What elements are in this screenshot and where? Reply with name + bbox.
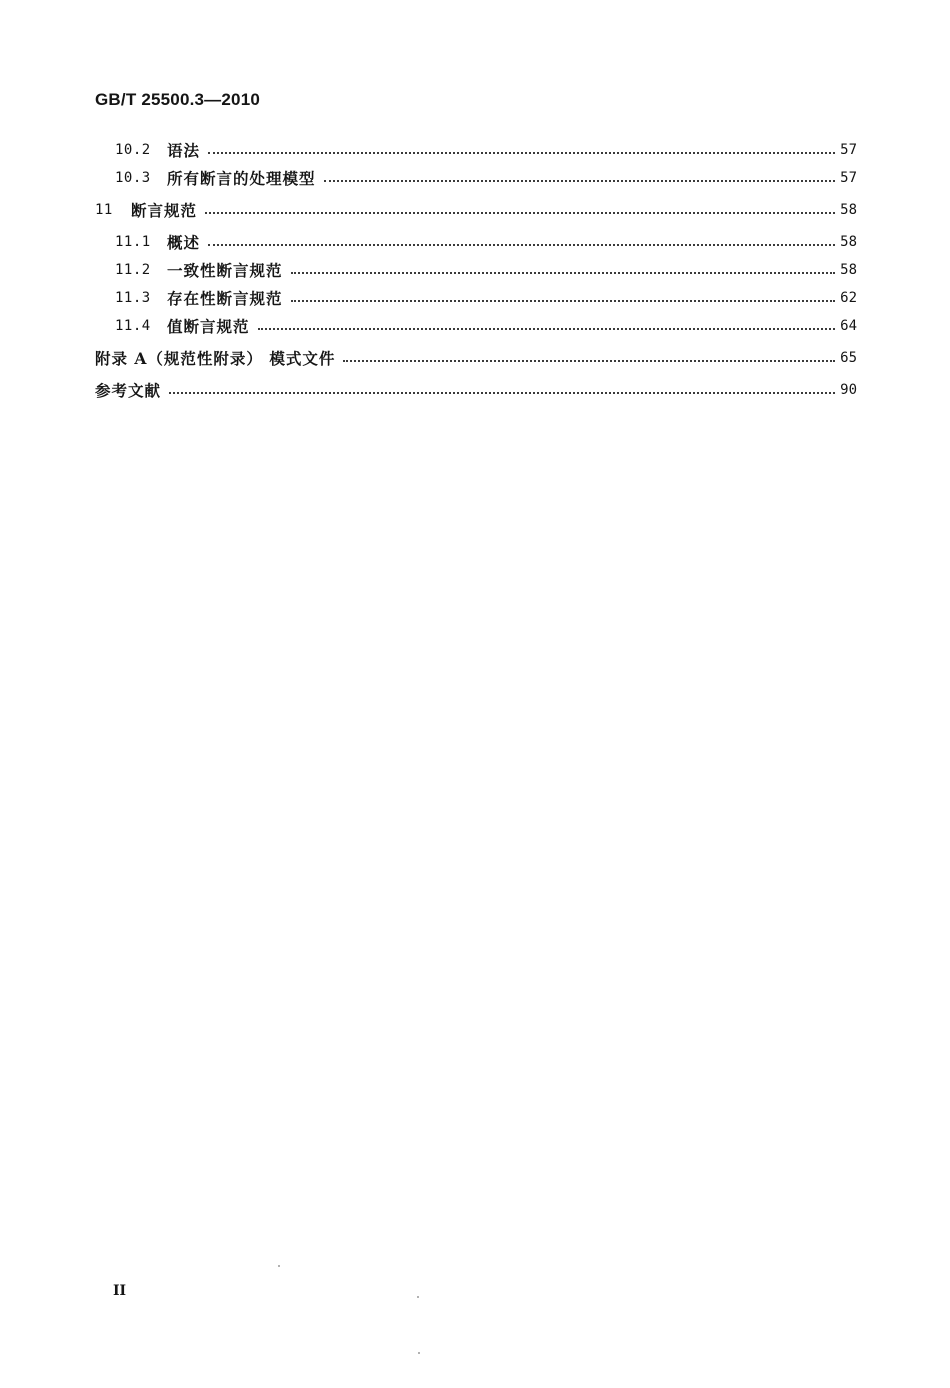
toc-entry-number: 11 <box>95 202 113 218</box>
dot-leader <box>205 202 835 214</box>
toc-entry-title: 参考文献 <box>95 381 162 400</box>
toc-entry-page: 65 <box>840 350 857 366</box>
scan-speck <box>278 1265 280 1267</box>
toc-entry-page: 57 <box>840 142 857 158</box>
toc-entry-10-3[interactable] <box>95 164 857 192</box>
toc-entry-number: 10.3 <box>115 170 151 186</box>
dot-leader <box>258 318 835 330</box>
toc-entry-11-2[interactable] <box>95 256 857 284</box>
toc-entry-title: 断言规范 <box>131 201 198 220</box>
standard-code-header: GB/T 25500.3—2010 <box>95 90 260 109</box>
toc-entry-11-4[interactable] <box>95 312 857 340</box>
dot-leader <box>208 142 835 154</box>
toc-entry-title: 一致性断言规范 <box>167 261 283 280</box>
toc-entry-title: 所有断言的处理模型 <box>167 169 316 188</box>
toc-entry-page: 64 <box>840 318 857 334</box>
scan-speck <box>417 1296 419 1298</box>
toc-entry-page: 90 <box>840 382 857 398</box>
toc-entry-number: 11.1 <box>115 234 151 250</box>
dot-leader <box>208 234 835 246</box>
toc-entry-title: 存在性断言规范 <box>167 289 283 308</box>
scan-speck <box>418 1352 420 1354</box>
page-number: II <box>113 1283 127 1299</box>
toc-entry-11[interactable] <box>95 196 857 224</box>
dot-leader <box>291 290 835 302</box>
dot-leader <box>291 262 835 274</box>
toc-entry-page: 58 <box>840 262 857 278</box>
toc-entry-title: 值断言规范 <box>167 317 250 336</box>
toc-entry-title: 附录 A（规范性附录） 模式文件 <box>95 349 336 368</box>
toc-entry-title: 概述 <box>167 233 201 252</box>
toc-entry-page: 57 <box>840 170 857 186</box>
toc-entry-number: 11.2 <box>115 262 151 278</box>
dot-leader <box>324 170 835 182</box>
toc-entry-annex-a[interactable] <box>95 344 857 372</box>
toc-entry-number: 11.3 <box>115 290 151 306</box>
toc-entry-10-2[interactable] <box>95 136 857 164</box>
toc-entry-title: 语法 <box>167 141 201 160</box>
toc-entry-page: 58 <box>840 234 857 250</box>
toc-entry-number: 11.4 <box>115 318 151 334</box>
dot-leader <box>343 350 835 362</box>
table-of-contents <box>95 136 857 404</box>
toc-entry-number: 10.2 <box>115 142 151 158</box>
toc-entry-11-3[interactable] <box>95 284 857 312</box>
toc-entry-page: 62 <box>840 290 857 306</box>
toc-entry-11-1[interactable] <box>95 228 857 256</box>
dot-leader <box>169 382 835 394</box>
toc-entry-bibliography[interactable] <box>95 376 857 404</box>
toc-entry-page: 58 <box>840 202 857 218</box>
